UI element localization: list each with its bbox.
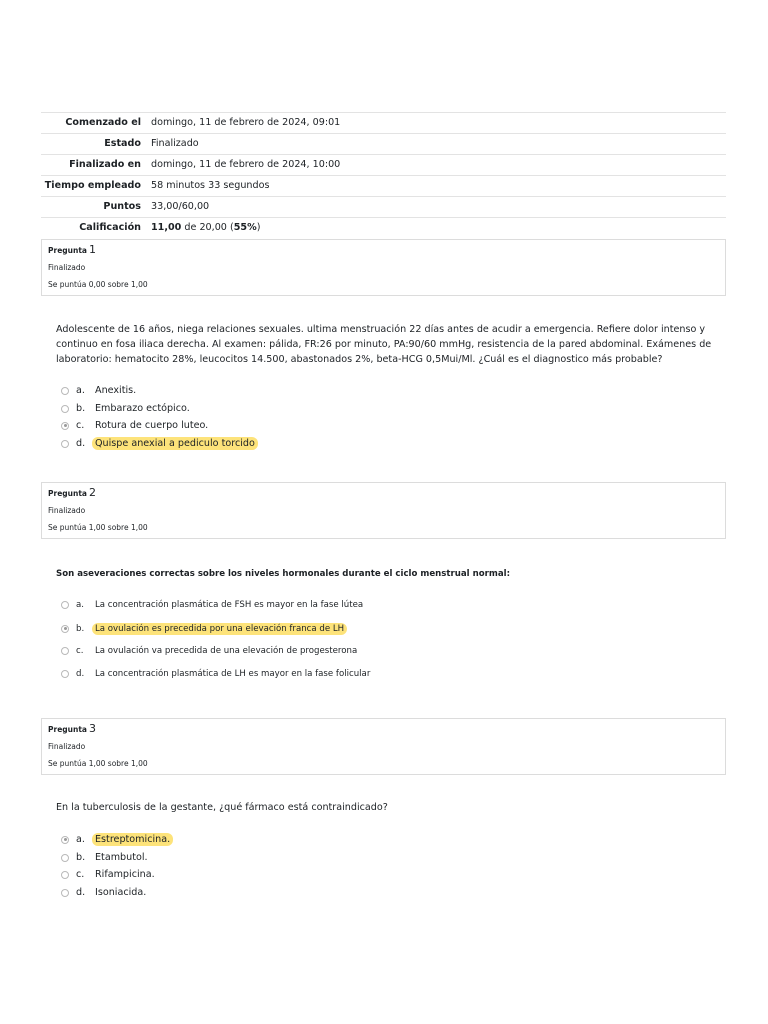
summary-value: domingo, 11 de febrero de 2024, 09:01: [151, 117, 341, 128]
summary-row-started: [41, 113, 726, 134]
attempt-summary-table: [41, 112, 726, 238]
radio-button[interactable]: [61, 387, 69, 395]
radio-button[interactable]: [61, 440, 69, 448]
radio-button[interactable]: [61, 854, 69, 862]
answer-option[interactable]: [61, 417, 208, 434]
option-text: La concentración plasmática de LH es mayor en la fase folicular: [95, 668, 371, 679]
question-info-3: [41, 718, 726, 775]
radio-button[interactable]: [61, 601, 69, 609]
option-letter: c.: [76, 645, 84, 656]
question-state: Finalizado: [48, 506, 86, 515]
answer-option[interactable]: [61, 642, 357, 659]
summary-label: Puntos: [103, 201, 141, 212]
option-letter: c.: [76, 869, 85, 880]
option-text: La concentración plasmática de FSH es mayor en la fase lútea: [95, 599, 364, 610]
option-letter: a.: [76, 834, 85, 845]
option-letter: c.: [76, 420, 85, 431]
option-text: Anexitis.: [95, 385, 137, 396]
summary-label: Finalizado en: [69, 159, 141, 170]
option-letter: a.: [76, 385, 85, 396]
answer-option[interactable]: [61, 849, 148, 866]
option-letter: a.: [76, 599, 84, 610]
option-text-highlighted: Quispe anexial a pediculo torcido: [92, 437, 258, 450]
option-text: Isoniacida.: [95, 887, 147, 898]
summary-label: Estado: [104, 138, 141, 149]
option-text-highlighted: La ovulación es precedida por una elevación franca de LH: [92, 623, 347, 635]
summary-label: Calificación: [79, 222, 141, 233]
option-text: Rifampicina.: [95, 869, 155, 880]
answer-option[interactable]: [61, 382, 136, 399]
radio-button[interactable]: [61, 871, 69, 879]
radio-button-selected[interactable]: [61, 836, 69, 844]
answer-option[interactable]: [61, 665, 370, 682]
option-letter: b.: [76, 403, 86, 414]
radio-button[interactable]: [61, 670, 69, 678]
answer-option[interactable]: [61, 620, 347, 637]
summary-value: [146, 218, 726, 239]
question-text-2: Son aseveraciones correctas sobre los niveles hormonales durante el ciclo menstrual normal:: [56, 569, 511, 579]
radio-button[interactable]: [61, 889, 69, 897]
answer-option[interactable]: [61, 435, 258, 452]
question-grade: Se puntúa 1,00 sobre 1,00: [48, 759, 148, 768]
grade-score: 11,00: [151, 222, 182, 233]
question-number: Pregunta 2: [48, 486, 96, 499]
summary-value: domingo, 11 de febrero de 2024, 10:00: [151, 159, 341, 170]
option-letter: b.: [76, 852, 86, 863]
summary-value: 58 minutos 33 segundos: [151, 180, 270, 191]
option-letter: b.: [76, 623, 85, 634]
question-info-1: [41, 239, 726, 296]
question-state: Finalizado: [48, 263, 86, 272]
radio-button-selected[interactable]: [61, 625, 69, 633]
question-state: Finalizado: [48, 742, 86, 751]
option-letter: d.: [76, 887, 86, 898]
question-number: Pregunta 1: [48, 243, 96, 256]
summary-row-state: [41, 134, 726, 155]
summary-row-marks: [41, 197, 726, 218]
option-letter: d.: [76, 438, 86, 449]
grade-percent: 55%: [233, 222, 257, 233]
question-info-2: [41, 482, 726, 539]
radio-button[interactable]: [61, 647, 69, 655]
summary-label: Comenzado el: [65, 117, 141, 128]
summary-value: Finalizado: [151, 138, 199, 149]
question-number: Pregunta 3: [48, 722, 96, 735]
answer-option[interactable]: [61, 596, 363, 613]
radio-button-selected[interactable]: [61, 422, 69, 430]
grade-close: ): [256, 222, 261, 233]
question-text-1: Adolescente de 16 años, niega relaciones sexuales. ultima menstruación 22 días antes de acudir a emergencia. Refiere dolor intenso y continuo en fosa iliaca derecha. Al examen: pálida, FR:26 por minuto, PA:90/60 mmHg, resistencia de la pared abdominal. Exámenes de laboratorio: hematocito 28%, leucocitos 14.500, abastonados 2%, beta-HCG 0,5Mui/Ml. ¿Cuál es el diagnostico más probable?: [56, 324, 712, 365]
option-text: La ovulación va precedida de una elevación de progesterona: [95, 645, 358, 656]
grade-total: de 20,00 (: [181, 222, 234, 233]
question-text-3: En la tuberculosis de la gestante, ¿qué fármaco está contraindicado?: [56, 802, 388, 813]
summary-value: 33,00/60,00: [151, 201, 210, 212]
summary-row-finished: [41, 155, 726, 176]
option-letter: d.: [76, 668, 85, 679]
summary-row-time: [41, 176, 726, 197]
option-text: Etambutol.: [95, 852, 148, 863]
question-grade: Se puntúa 0,00 sobre 1,00: [48, 280, 148, 289]
summary-row-grade: [41, 218, 726, 239]
question-grade: Se puntúa 1,00 sobre 1,00: [48, 523, 148, 532]
answer-option[interactable]: [61, 831, 173, 848]
radio-button[interactable]: [61, 405, 69, 413]
answer-option[interactable]: [61, 400, 190, 417]
option-text: Embarazo ectópico.: [95, 403, 190, 414]
answer-option[interactable]: [61, 884, 146, 901]
summary-label: Tiempo empleado: [44, 180, 141, 191]
option-text: Rotura de cuerpo luteo.: [95, 420, 209, 431]
answer-option[interactable]: [61, 866, 155, 883]
option-text-highlighted: Estreptomicina.: [92, 833, 173, 846]
